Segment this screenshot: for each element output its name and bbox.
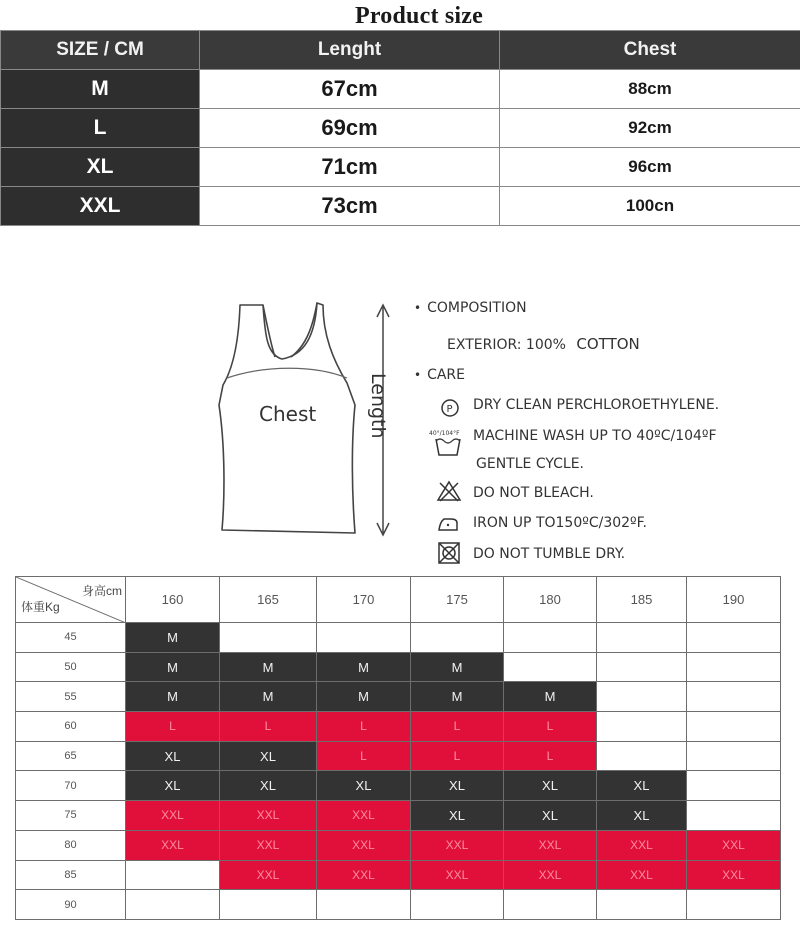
size-recommendation-cell: XL (597, 771, 687, 801)
weight-cell: 80 (16, 830, 126, 860)
weight-cell: 90 (16, 890, 126, 920)
empty-chart-cell (317, 890, 411, 920)
care-text: GENTLE CYCLE. (476, 456, 585, 472)
size-recommendation-cell: M (126, 682, 220, 712)
size-table-header (1, 31, 800, 70)
size-recommendation-cell: XXL (411, 830, 504, 860)
empty-chart-cell (687, 712, 781, 742)
svg-text:P: P (446, 404, 453, 415)
size-recommendation-cell: XL (411, 771, 504, 801)
chart-row (16, 741, 781, 771)
size-recommendation-cell: L (411, 712, 504, 742)
size-recommendation-cell: XL (126, 771, 220, 801)
length-header: Lenght (200, 31, 500, 70)
weight-cell: 65 (16, 741, 126, 771)
care-text: DRY CLEAN PERCHLOROETHYLENE. (473, 397, 720, 413)
chest-cell: 92cm (500, 109, 800, 148)
empty-chart-cell (317, 623, 411, 653)
length-cell: 69cm (200, 109, 500, 148)
height-header-cell: 170 (317, 577, 411, 623)
size-recommendation-cell: XL (504, 771, 597, 801)
tank-top-illustration (205, 295, 405, 545)
size-recommendation-cell: XXL (504, 830, 597, 860)
empty-chart-cell (220, 623, 317, 653)
size-recommendation-cell: M (126, 652, 220, 682)
do-not-tumble-dry-icon (436, 542, 462, 564)
care-heading: • CARE (414, 367, 465, 383)
size-recommendation-cell: L (504, 741, 597, 771)
composition-panel (412, 298, 800, 568)
empty-chart-cell (126, 860, 220, 890)
size-recommendation-cell: XXL (597, 830, 687, 860)
weight-cell: 45 (16, 623, 126, 653)
size-row (1, 109, 800, 148)
size-recommendation-cell: XXL (317, 830, 411, 860)
empty-chart-cell (411, 623, 504, 653)
chart-corner-cell (16, 577, 126, 623)
size-recommendation-cell: XL (126, 741, 220, 771)
svg-text:40°/104°F: 40°/104°F (429, 430, 460, 437)
size-recommendation-cell: L (411, 741, 504, 771)
empty-chart-cell (597, 682, 687, 712)
size-recommendation-cell: L (504, 712, 597, 742)
size-recommendation-cell: M (317, 652, 411, 682)
height-header-cell: 160 (126, 577, 220, 623)
iron-icon (435, 513, 461, 535)
size-recommendation-cell: L (220, 712, 317, 742)
height-header-cell: 180 (504, 577, 597, 623)
empty-chart-cell (504, 623, 597, 653)
size-recommendation-cell: XXL (126, 801, 220, 831)
size-recommendation-cell: XXL (687, 830, 781, 860)
chart-row (16, 712, 781, 742)
length-cell: 73cm (200, 187, 500, 226)
product-size-title: Product size (355, 3, 483, 29)
chest-cell: 88cm (500, 70, 800, 109)
do-not-bleach-icon (436, 480, 462, 502)
size-recommendation-cell: M (411, 652, 504, 682)
chart-row (16, 830, 781, 860)
size-recommendation-cell: M (220, 682, 317, 712)
chart-header-row (16, 577, 781, 623)
size-row (1, 70, 800, 109)
empty-chart-cell (597, 890, 687, 920)
empty-chart-cell (687, 801, 781, 831)
size-recommendation-cell: M (220, 652, 317, 682)
weight-cell: 85 (16, 860, 126, 890)
size-recommendation-cell: XL (220, 771, 317, 801)
empty-chart-cell (687, 741, 781, 771)
care-text: DO NOT BLEACH. (473, 485, 594, 501)
size-table (0, 30, 800, 226)
size-recommendation-cell: M (126, 623, 220, 653)
weight-axis-label: 体重Kg (21, 600, 60, 614)
empty-chart-cell (504, 890, 597, 920)
size-cell: XL (1, 148, 200, 187)
size-recommendation-cell: XXL (504, 860, 597, 890)
composition-heading: • COMPOSITION (414, 300, 527, 316)
size-cell: L (1, 109, 200, 148)
dry-clean-p-icon (438, 397, 464, 419)
size-recommendation-cell: XXL (220, 801, 317, 831)
chart-row (16, 652, 781, 682)
chest-cell: 100cn (500, 187, 800, 226)
chest-cell: 96cm (500, 148, 800, 187)
size-recommendation-cell: L (317, 712, 411, 742)
care-text: DO NOT TUMBLE DRY. (473, 546, 626, 562)
size-recommendation-cell: XXL (687, 860, 781, 890)
chest-guide (227, 368, 347, 378)
machine-wash-icon (428, 427, 468, 459)
empty-chart-cell (687, 623, 781, 653)
size-recommendation-cell: XL (597, 801, 687, 831)
empty-chart-cell (597, 652, 687, 682)
empty-chart-cell (411, 890, 504, 920)
chest-label: Chest (259, 402, 317, 426)
length-label: Length (367, 373, 389, 439)
size-recommendation-cell: M (317, 682, 411, 712)
size-recommendation-cell: L (317, 741, 411, 771)
size-recommendation-cell: L (126, 712, 220, 742)
chart-row (16, 682, 781, 712)
height-header-cell: 165 (220, 577, 317, 623)
weight-cell: 70 (16, 771, 126, 801)
size-recommendation-cell: XXL (317, 801, 411, 831)
size-row (1, 148, 800, 187)
empty-chart-cell (597, 712, 687, 742)
weight-cell: 60 (16, 712, 126, 742)
empty-chart-cell (504, 652, 597, 682)
height-weight-size-chart (15, 576, 781, 920)
size-header: SIZE / CM (1, 31, 200, 70)
height-axis-label: 身高cm (82, 584, 122, 598)
size-recommendation-cell: XXL (597, 860, 687, 890)
chart-row (16, 623, 781, 653)
exterior-material: COTTON (576, 335, 640, 353)
chart-row (16, 801, 781, 831)
empty-chart-cell (687, 771, 781, 801)
weight-cell: 55 (16, 682, 126, 712)
height-header-cell: 190 (687, 577, 781, 623)
chest-header: Chest (500, 31, 800, 70)
size-recommendation-cell: XXL (411, 860, 504, 890)
length-cell: 67cm (200, 70, 500, 109)
size-recommendation-cell: M (411, 682, 504, 712)
size-recommendation-cell: XXL (220, 860, 317, 890)
empty-chart-cell (687, 682, 781, 712)
length-cell: 71cm (200, 148, 500, 187)
care-text: IRON UP TO150ºC/302ºF. (473, 515, 647, 531)
weight-cell: 50 (16, 652, 126, 682)
size-cell: XXL (1, 187, 200, 226)
empty-chart-cell (687, 890, 781, 920)
care-text: MACHINE WASH UP TO 40ºC/104ºF (473, 428, 717, 444)
size-recommendation-cell: XL (504, 801, 597, 831)
size-recommendation-cell: XXL (220, 830, 317, 860)
size-row (1, 187, 800, 226)
empty-chart-cell (126, 890, 220, 920)
size-recommendation-cell: XL (317, 771, 411, 801)
size-cell: M (1, 70, 200, 109)
empty-chart-cell (687, 652, 781, 682)
size-recommendation-cell: XXL (126, 830, 220, 860)
empty-chart-cell (220, 890, 317, 920)
size-recommendation-cell: XXL (317, 860, 411, 890)
weight-cell: 75 (16, 801, 126, 831)
empty-chart-cell (597, 623, 687, 653)
height-header-cell: 175 (411, 577, 504, 623)
size-recommendation-cell: XL (220, 741, 317, 771)
size-recommendation-cell: M (504, 682, 597, 712)
exterior-composition (447, 335, 640, 353)
size-recommendation-cell: XL (411, 801, 504, 831)
exterior-label: EXTERIOR: 100% (447, 337, 566, 353)
height-header-cell: 185 (597, 577, 687, 623)
empty-chart-cell (597, 741, 687, 771)
chart-row (16, 860, 781, 890)
chart-row (16, 771, 781, 801)
chart-row (16, 890, 781, 920)
